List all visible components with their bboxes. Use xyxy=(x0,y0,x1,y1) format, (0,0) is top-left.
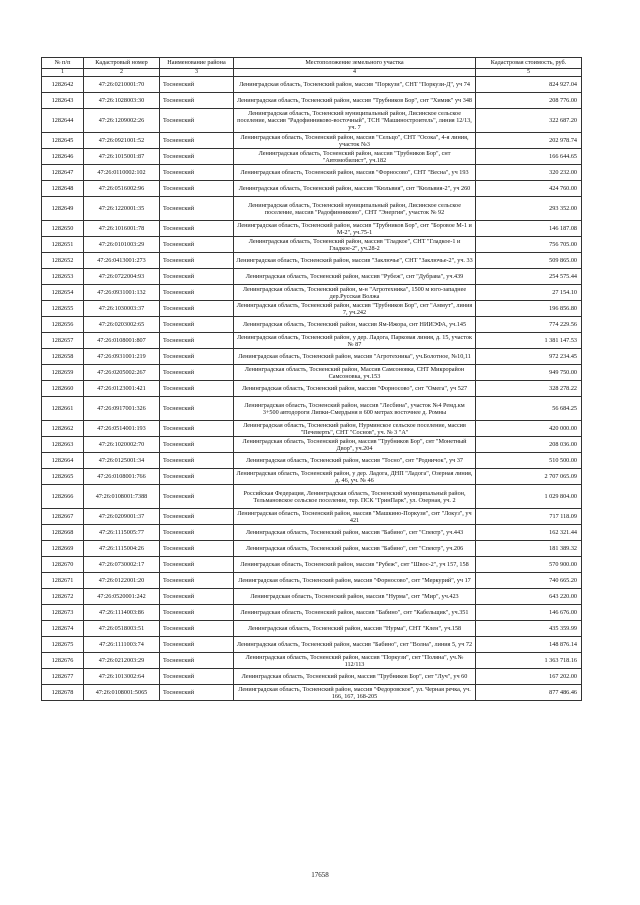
district-name: Тосненский xyxy=(160,541,234,557)
cadastral-value: 322 687.20 xyxy=(476,109,582,133)
cadastral-number: 47:26:0108001:766 xyxy=(84,469,160,485)
cadastral-number: 47:26:0931001:132 xyxy=(84,285,160,301)
row-number: 1282668 xyxy=(42,525,84,541)
plot-location: Ленинградская область, Тосненский муниципальный район, Лисинское сельское поселение, массив "Радофинниково", СНТ "Энергия", участок № 92 xyxy=(234,197,476,221)
row-number: 1282658 xyxy=(42,349,84,365)
page-number: 17658 xyxy=(311,871,329,879)
cadastral-value: 146 676.00 xyxy=(476,605,582,621)
row-number: 1282642 xyxy=(42,77,84,93)
district-name: Тосненский xyxy=(160,221,234,237)
cadastral-value: 208 036.00 xyxy=(476,437,582,453)
district-name: Тосненский xyxy=(160,93,234,109)
plot-location: Ленинградская область, Тосненский район, массив "Рубеж", снт "Швос-2", уч 157, 158 xyxy=(234,557,476,573)
cadastral-number: 47:26:0101003:29 xyxy=(84,237,160,253)
cadastral-value-table xyxy=(41,57,582,701)
cadastral-value: 320 232.00 xyxy=(476,165,582,181)
plot-location: Ленинградская область, Тосненский район, массив "Трубников Бор", снт "Монетный Двор", уч.204 xyxy=(234,437,476,453)
table-row xyxy=(42,109,582,133)
plot-location: Ленинградская область, Тосненский район, массив "Бабино", снт "Спектр", уч.443 xyxy=(234,525,476,541)
table-row xyxy=(42,453,582,469)
plot-location: Ленинградская область, Тосненский район, у дер. Ладога, ДНП "Ладога", Озерная линия, д. 46, уч. № 46 xyxy=(234,469,476,485)
table-row xyxy=(42,349,582,365)
table-row xyxy=(42,381,582,397)
table-row xyxy=(42,541,582,557)
district-name: Тосненский xyxy=(160,453,234,469)
district-name: Тосненский xyxy=(160,165,234,181)
row-number: 1282645 xyxy=(42,133,84,149)
district-name: Тосненский xyxy=(160,301,234,317)
plot-location: Ленинградская область, Тосненский район, массив "Трубников Бор", снт "Химик" уч 348 xyxy=(234,93,476,109)
table-row xyxy=(42,509,582,525)
district-name: Тосненский xyxy=(160,397,234,421)
plot-location: Ленинградская область, Тосненский район, массив "Форносово", снт "Меркурий", уч 17 xyxy=(234,573,476,589)
cadastral-number: 47:26:0520001:242 xyxy=(84,589,160,605)
cadastral-number: 47:26:0203002:65 xyxy=(84,317,160,333)
header-row xyxy=(42,58,582,69)
table-row xyxy=(42,149,582,165)
table-row xyxy=(42,285,582,301)
plot-location: Ленинградская область, Тосненский район, у дер. Ладога, Парковая линия, д. 15, участок № 87 xyxy=(234,333,476,349)
plot-location: Ленинградская область, Тосненский район, массив "Лесбина", участок №4 Ремд.км 3+500 автодороги Липки-Смердыня в 600 метрах восточнее д. Ромны xyxy=(234,397,476,421)
table-row xyxy=(42,685,582,701)
cadastral-value: 877 486.46 xyxy=(476,685,582,701)
row-number: 1282661 xyxy=(42,397,84,421)
plot-location: Ленинградская область, Тосненский район, массив "Форносово", снт "Омега", уч 527 xyxy=(234,381,476,397)
district-name: Тосненский xyxy=(160,421,234,437)
row-number: 1282674 xyxy=(42,621,84,637)
district-name: Тосненский xyxy=(160,469,234,485)
plot-location: Ленинградская область, Тосненский район, массив "Поркузи", снт "Поляна", уч.№ 112/113 xyxy=(234,653,476,669)
cadastral-number: 47:26:1015001:87 xyxy=(84,149,160,165)
cadastral-value: 181 389.32 xyxy=(476,541,582,557)
row-number: 1282675 xyxy=(42,637,84,653)
cadastral-value: 509 865.00 xyxy=(476,253,582,269)
cadastral-value: 293 352.00 xyxy=(476,197,582,221)
row-number: 1282671 xyxy=(42,573,84,589)
plot-location: Ленинградская область, Тосненский район, массив "Бабино", снт "Спектр", уч.206 xyxy=(234,541,476,557)
district-name: Тосненский xyxy=(160,269,234,285)
cadastral-value: 328 278.22 xyxy=(476,381,582,397)
table-row xyxy=(42,133,582,149)
district-name: Тосненский xyxy=(160,653,234,669)
column-number: 2 xyxy=(84,69,160,77)
cadastral-number: 47:26:1030003:37 xyxy=(84,301,160,317)
district-name: Тосненский xyxy=(160,525,234,541)
district-name: Тосненский xyxy=(160,509,234,525)
plot-location: Ленинградская область, Тосненский район, массив "Машкино-Поркузи", снт "Локуз", уч 421 xyxy=(234,509,476,525)
cadastral-value: 420 000.00 xyxy=(476,421,582,437)
row-number: 1282676 xyxy=(42,653,84,669)
cadastral-value: 510 500.00 xyxy=(476,453,582,469)
table-row xyxy=(42,437,582,453)
table-row xyxy=(42,421,582,437)
district-name: Тосненский xyxy=(160,253,234,269)
cadastral-number: 47:26:0212003:29 xyxy=(84,653,160,669)
cadastral-number: 47:26:0108001:7388 xyxy=(84,485,160,509)
cadastral-value: 570 900.00 xyxy=(476,557,582,573)
table-row xyxy=(42,221,582,237)
cadastral-number: 47:26:0108001:5065 xyxy=(84,685,160,701)
row-number: 1282678 xyxy=(42,685,84,701)
header-cell: Кадастровая стоимость, руб. xyxy=(476,58,582,69)
plot-location: Ленинградская область, Тосненский район, Массив Самсоновка, СНТ Микрорайон Самсоновка, уч.153 xyxy=(234,365,476,381)
row-number: 1282666 xyxy=(42,485,84,509)
plot-location: Ленинградская область, Тосненский район, массив "Форносово", СНТ "Весна", уч 193 xyxy=(234,165,476,181)
district-name: Тосненский xyxy=(160,669,234,685)
cadastral-number: 47:26:1111003:74 xyxy=(84,637,160,653)
table-row xyxy=(42,605,582,621)
district-name: Тосненский xyxy=(160,685,234,701)
row-number: 1282659 xyxy=(42,365,84,381)
row-number: 1282670 xyxy=(42,557,84,573)
row-number: 1282647 xyxy=(42,165,84,181)
column-number: 4 xyxy=(234,69,476,77)
row-number: 1282677 xyxy=(42,669,84,685)
header-cell: Местоположение земельного участка xyxy=(234,58,476,69)
table-row xyxy=(42,237,582,253)
plot-location: Ленинградская область, Тосненский район, Нурминское сельское поселение, массив "Печеверть", СНТ "Соснов", уч. № 3 "А" xyxy=(234,421,476,437)
cadastral-number: 47:26:0518003:51 xyxy=(84,621,160,637)
district-name: Тосненский xyxy=(160,381,234,397)
district-name: Тосненский xyxy=(160,237,234,253)
district-name: Тосненский xyxy=(160,77,234,93)
cadastral-value: 208 776.00 xyxy=(476,93,582,109)
row-number: 1282654 xyxy=(42,285,84,301)
table-row xyxy=(42,573,582,589)
cadastral-number: 47:26:0209001:37 xyxy=(84,509,160,525)
cadastral-number: 47:26:0730002:17 xyxy=(84,557,160,573)
cadastral-number: 47:26:1028003:30 xyxy=(84,93,160,109)
table-row xyxy=(42,197,582,221)
column-number-row xyxy=(42,69,582,77)
district-name: Тосненский xyxy=(160,557,234,573)
row-number: 1282644 xyxy=(42,109,84,133)
table-row xyxy=(42,589,582,605)
row-number: 1282656 xyxy=(42,317,84,333)
table-body xyxy=(42,77,582,701)
column-number: 1 xyxy=(42,69,84,77)
district-name: Тосненский xyxy=(160,365,234,381)
cadastral-value: 56 684.25 xyxy=(476,397,582,421)
cadastral-value: 167 202.00 xyxy=(476,669,582,685)
row-number: 1282663 xyxy=(42,437,84,453)
plot-location: Ленинградская область, Тосненский район, массив Ям-Ижора, снт НИИЭФА, уч.145 xyxy=(234,317,476,333)
cadastral-value: 1 029 804.00 xyxy=(476,485,582,509)
header-cell: Наименование района xyxy=(160,58,234,69)
row-number: 1282643 xyxy=(42,93,84,109)
district-name: Тосненский xyxy=(160,605,234,621)
cadastral-value: 162 321.44 xyxy=(476,525,582,541)
district-name: Тосненский xyxy=(160,149,234,165)
plot-location: Ленинградская область, Тосненский район, массив "Гладкое", СНТ "Гладкое-1 и Гладкое-2", уч.28-2 xyxy=(234,237,476,253)
cadastral-number: 47:26:1020002:70 xyxy=(84,437,160,453)
cadastral-value: 774 229.56 xyxy=(476,317,582,333)
district-name: Тосненский xyxy=(160,181,234,197)
plot-location: Ленинградская область, Тосненский район, массив "Поркузи", СНТ "Поркузи-Д", уч 74 xyxy=(234,77,476,93)
cadastral-value: 643 220.00 xyxy=(476,589,582,605)
plot-location: Ленинградская область, Тосненский район, массив "Заключье", СНТ "Заключье-2", уч. 33 xyxy=(234,253,476,269)
cadastral-value: 146 187.08 xyxy=(476,221,582,237)
table-row xyxy=(42,165,582,181)
plot-location: Ленинградская область, Тосненский район, массив "Трубников Бор", снт "Боровое М-1 и М-2", уч.75-1 xyxy=(234,221,476,237)
plot-location: Ленинградская область, Тосненский район, массив "Тосно", снт "Родничок", уч 37 xyxy=(234,453,476,469)
cadastral-value: 756 705.00 xyxy=(476,237,582,253)
district-name: Тосненский xyxy=(160,197,234,221)
cadastral-number: 47:26:0123001:421 xyxy=(84,381,160,397)
cadastral-value: 972 234.45 xyxy=(476,349,582,365)
plot-location: Ленинградская область, Тосненский район, массив "Трубников Бор", снт "Луч", уч 60 xyxy=(234,669,476,685)
table-row xyxy=(42,669,582,685)
cadastral-number: 47:26:0722004:93 xyxy=(84,269,160,285)
table-row xyxy=(42,181,582,197)
cadastral-value: 2 707 065.09 xyxy=(476,469,582,485)
plot-location: Ленинградская область, Тосненский район, массив "Нурма", СНТ "Клен", уч.158 xyxy=(234,621,476,637)
district-name: Тосненский xyxy=(160,589,234,605)
table-row xyxy=(42,253,582,269)
district-name: Тосненский xyxy=(160,133,234,149)
cadastral-value: 949 750.00 xyxy=(476,365,582,381)
cadastral-number: 47:26:0917001:326 xyxy=(84,397,160,421)
cadastral-number: 47:26:0921001:52 xyxy=(84,133,160,149)
row-number: 1282655 xyxy=(42,301,84,317)
row-number: 1282646 xyxy=(42,149,84,165)
row-number: 1282660 xyxy=(42,381,84,397)
cadastral-table-sheet xyxy=(41,57,581,701)
district-name: Тосненский xyxy=(160,109,234,133)
district-name: Тосненский xyxy=(160,349,234,365)
row-number: 1282650 xyxy=(42,221,84,237)
cadastral-value: 435 359.99 xyxy=(476,621,582,637)
column-number: 5 xyxy=(476,69,582,77)
cadastral-number: 47:26:1115005:77 xyxy=(84,525,160,541)
cadastral-value: 717 118.09 xyxy=(476,509,582,525)
table-row xyxy=(42,557,582,573)
row-number: 1282665 xyxy=(42,469,84,485)
cadastral-number: 47:26:0108001:807 xyxy=(84,333,160,349)
table-row xyxy=(42,637,582,653)
table-row xyxy=(42,397,582,421)
plot-location: Ленинградская область, Тосненский муниципальный район, Лисинское сельское поселение, массив "Радофинниково-восточный", ТСН "Машиностроитель", линия 12/13, уч. 7 xyxy=(234,109,476,133)
table-row xyxy=(42,485,582,509)
cadastral-number: 47:26:1115004:26 xyxy=(84,541,160,557)
district-name: Тосненский xyxy=(160,485,234,509)
table-row xyxy=(42,317,582,333)
cadastral-value: 1 381 147.53 xyxy=(476,333,582,349)
cadastral-number: 47:26:1013002:64 xyxy=(84,669,160,685)
column-number: 3 xyxy=(160,69,234,77)
table-row xyxy=(42,653,582,669)
district-name: Тосненский xyxy=(160,437,234,453)
cadastral-number: 47:26:1209002:26 xyxy=(84,109,160,133)
cadastral-value: 27 154.10 xyxy=(476,285,582,301)
cadastral-value: 148 876.14 xyxy=(476,637,582,653)
row-number: 1282648 xyxy=(42,181,84,197)
district-name: Тосненский xyxy=(160,621,234,637)
row-number: 1282667 xyxy=(42,509,84,525)
table-row xyxy=(42,469,582,485)
cadastral-number: 47:26:1114003:86 xyxy=(84,605,160,621)
row-number: 1282662 xyxy=(42,421,84,437)
cadastral-value: 1 363 718.16 xyxy=(476,653,582,669)
cadastral-value: 740 665.20 xyxy=(476,573,582,589)
plot-location: Ленинградская область, Тосненский район, массив "Рубеж", снт "Дубрава", уч.439 xyxy=(234,269,476,285)
row-number: 1282673 xyxy=(42,605,84,621)
cadastral-value: 254 575.44 xyxy=(476,269,582,285)
table-row xyxy=(42,269,582,285)
district-name: Тосненский xyxy=(160,573,234,589)
row-number: 1282653 xyxy=(42,269,84,285)
row-number: 1282652 xyxy=(42,253,84,269)
plot-location: Ленинградская область, Тосненский район, массив "Бабино", снт "Волна", линия 5, уч 72 xyxy=(234,637,476,653)
row-number: 1282669 xyxy=(42,541,84,557)
cadastral-number: 47:26:0210001:70 xyxy=(84,77,160,93)
cadastral-number: 47:26:0516002:96 xyxy=(84,181,160,197)
plot-location: Ленинградская область, Тосненский район, массив "Нурма", снт "Мир", уч.423 xyxy=(234,589,476,605)
cadastral-number: 47:26:0514001:193 xyxy=(84,421,160,437)
cadastral-number: 47:26:0931001:219 xyxy=(84,349,160,365)
row-number: 1282672 xyxy=(42,589,84,605)
cadastral-value: 424 760.00 xyxy=(476,181,582,197)
cadastral-number: 47:26:0122001:20 xyxy=(84,573,160,589)
row-number: 1282664 xyxy=(42,453,84,469)
district-name: Тосненский xyxy=(160,285,234,301)
row-number: 1282651 xyxy=(42,237,84,253)
plot-location: Ленинградская область, Тосненский район, массив "Бабино", снт "Кабельщик", уч.351 xyxy=(234,605,476,621)
plot-location: Ленинградская область, Тосненский район, массив "Сельцо", СНТ "Осока", 4-я линия, участок №3 xyxy=(234,133,476,149)
cadastral-value: 166 644.65 xyxy=(476,149,582,165)
plot-location: Ленинградская область, Тосненский район, массив "Трубников Бор", снт "Аммут", линия 7, уч.242 xyxy=(234,301,476,317)
plot-location: Ленинградская область, Тосненский район, массив "Агротехника", уч.Болотное, №10,11 xyxy=(234,349,476,365)
cadastral-number: 47:26:0205002:267 xyxy=(84,365,160,381)
district-name: Тосненский xyxy=(160,637,234,653)
cadastral-value: 196 856.80 xyxy=(476,301,582,317)
header-cell: Кадастровый номер xyxy=(84,58,160,69)
table-row xyxy=(42,365,582,381)
table-row xyxy=(42,333,582,349)
table-row xyxy=(42,301,582,317)
cadastral-number: 47:26:1220001:35 xyxy=(84,197,160,221)
table-row xyxy=(42,77,582,93)
cadastral-value: 824 927.04 xyxy=(476,77,582,93)
cadastral-value: 202 978.74 xyxy=(476,133,582,149)
plot-location: Ленинградская область, Тосненский район, массив "Федоровское", ул. Черная речка, уч. 166, 167, 168-205 xyxy=(234,685,476,701)
plot-location: Российская Федерация, Ленинградская область, Тосненский муниципальный район, Тельмановское сельское поселение, тер. ПСК "ГринПарк", ул. Озерная, уч. 2 xyxy=(234,485,476,509)
district-name: Тосненский xyxy=(160,317,234,333)
table-row xyxy=(42,621,582,637)
row-number: 1282649 xyxy=(42,197,84,221)
plot-location: Ленинградская область, Тосненский район, массив "Кюльвия", снт "Кюльвия-2", уч 260 xyxy=(234,181,476,197)
cadastral-number: 47:26:0125001:34 xyxy=(84,453,160,469)
cadastral-number: 47:26:0413001:273 xyxy=(84,253,160,269)
plot-location: Ленинградская область, Тосненский район, массив "Трубников Бор", снт "Автомобилист", уч.182 xyxy=(234,149,476,165)
header-cell: № п/п xyxy=(42,58,84,69)
plot-location: Ленинградская область, Тосненский район, м-н "Агротехника", 1500 м юго-западнее дер.Русская Волжа xyxy=(234,285,476,301)
cadastral-number: 47:26:0110002:102 xyxy=(84,165,160,181)
district-name: Тосненский xyxy=(160,333,234,349)
row-number: 1282657 xyxy=(42,333,84,349)
table-row xyxy=(42,93,582,109)
table-row xyxy=(42,525,582,541)
cadastral-number: 47:26:1016001:78 xyxy=(84,221,160,237)
